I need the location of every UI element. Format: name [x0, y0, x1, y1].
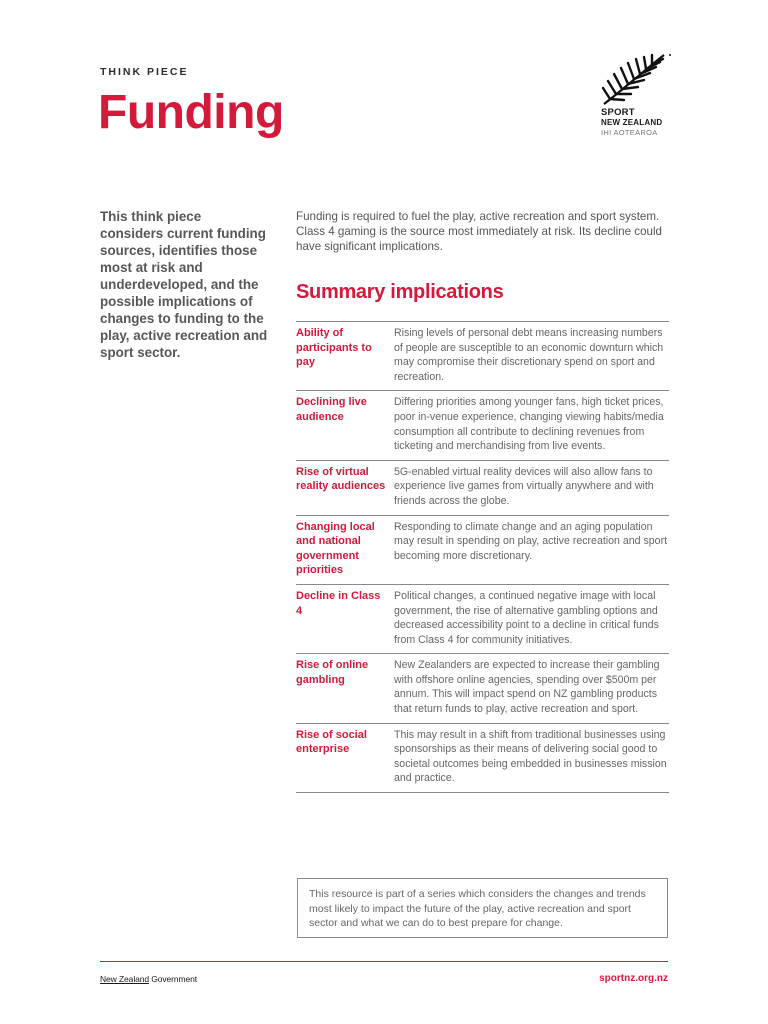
footer-divider [100, 961, 668, 962]
table-row [296, 585, 669, 654]
think-piece-label: THINK PIECE [100, 66, 189, 78]
table-row [296, 322, 669, 391]
intro-paragraph: This think piece considers current funding sources, identifies those most at risk and underdeveloped, and the possible implications of changes to funding to the play, active recreation and sport sector. [100, 209, 268, 360]
implication-label: Rise of virtual reality audiences [296, 465, 386, 493]
implication-label: Declining live audience [296, 396, 367, 423]
website-link[interactable]: sportnz.org.nz [599, 973, 668, 984]
table-row [296, 654, 669, 723]
silver-fern-icon [600, 52, 676, 108]
implication-label: Ability of participants to pay [296, 327, 372, 369]
implication-description: New Zealanders are expected to increase their gambling with offshore online agencies, spending over $500m per annum. This will impact spend on NZ gambling products that return funds to play, active recreation and sport. [394, 659, 660, 716]
implication-label: Changing local and national government priorities [296, 520, 375, 577]
implication-description: 5G-enabled virtual reality devices will also allow fans to experience live games from virtually anywhere and with friends across the globe. [394, 465, 654, 507]
sport-nz-logo [600, 52, 680, 142]
implication-description: This may result in a shift from traditional businesses using sponsorships as their means of delivering social good to societal outcomes being embedded in businesses mission and practice. [394, 728, 667, 785]
lead-paragraph: Funding is required to fuel the play, active recreation and sport system. Class 4 gaming is the source most immediately at risk. Its decline could have significant implications. [296, 210, 662, 253]
logo-line-new-zealand: NEW ZEALAND [601, 118, 663, 127]
implication-description: Differing priorities among younger fans, high ticket prices, poor in-venue experience, changing viewing habits/media consumption all contribute to declining revenues from ticketing and merchandising from live events. [394, 396, 664, 453]
gov-logo-new-zealand: New Zealand [100, 974, 149, 984]
implication-description: Political changes, a continued negative image with local government, the rise of alternative gambling options and decreased accessibility point to a decline in critical funds from Class 4 for community initiatives. [394, 589, 659, 646]
summary-heading: Summary implications [296, 281, 504, 303]
nz-government-logo [100, 974, 197, 984]
table-row [296, 516, 669, 585]
implications-table [296, 321, 669, 793]
series-note-box: This resource is part of a series which considers the changes and trends most likely to impact the future of the play, active recreation and sport sector and what we can do to best prepare for change. [297, 878, 668, 938]
table-row [296, 391, 669, 460]
table-row [296, 461, 669, 516]
logo-line-ihi-aotearoa: IHI AOTEAROA [601, 128, 658, 137]
implication-description: Responding to climate change and an aging population may result in spending on play, active recreation and sport becoming more discretionary. [394, 520, 668, 562]
implication-label: Decline in Class 4 [296, 589, 381, 617]
implication-label: Rise of social enterprise [296, 728, 367, 756]
gov-logo-government: Government [148, 974, 198, 984]
page-title: Funding [98, 86, 284, 139]
implication-label: Rise of online gambling [296, 659, 369, 686]
logo-line-sport: SPORT [601, 107, 635, 118]
table-row [296, 724, 669, 793]
implication-description: Rising levels of personal debt means increasing numbers of people are susceptible to an economic downturn which may compromise their discretionary spend on sport and recreation. [394, 327, 664, 383]
